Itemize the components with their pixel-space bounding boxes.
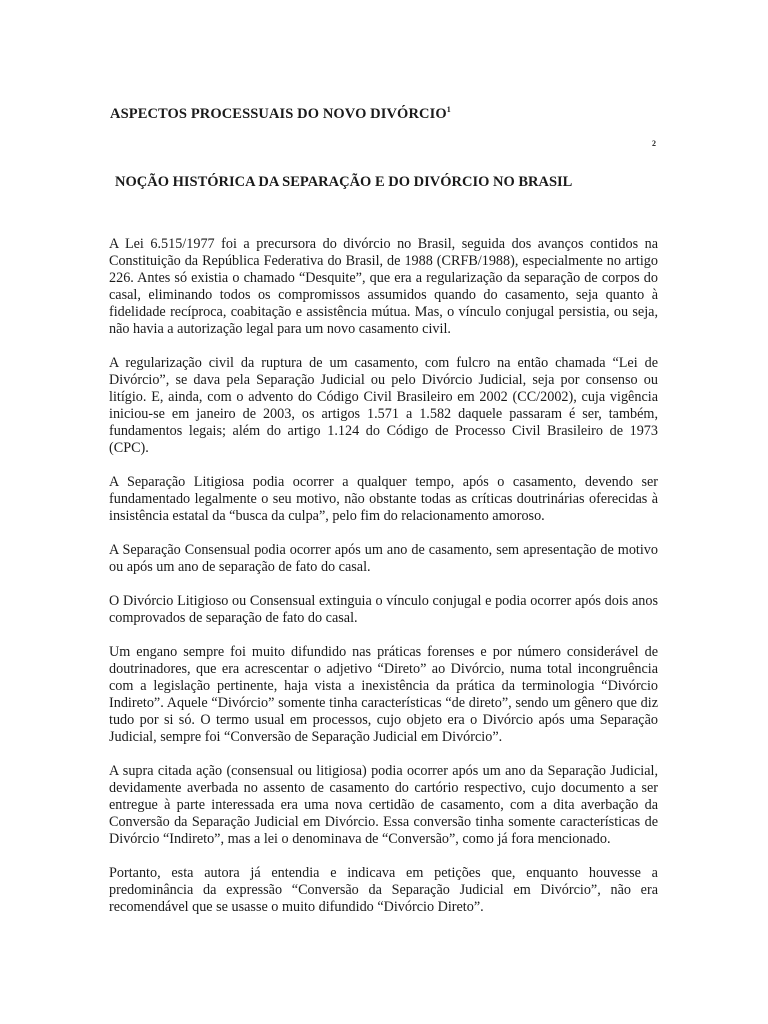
section-heading: NOÇÃO HISTÓRICA DA SEPARAÇÃO E DO DIVÓRCIO NO BRASIL	[115, 174, 573, 190]
paragraph: A supra citada ação (consensual ou litigiosa) podia ocorrer após um ano da Separação Judicial, devidamente averbada no assento de casamento do cartório respectivo, cujo documento a ser entregue à parte interessada era uma nova certidão de casamento, com a dita averbação da Conversão da Separação Judicial em Divórcio. Essa conversão tinha somente características de Divórcio “Indireto”, mas a lei o denominava de “Conversão”, como já fora mencionado.	[109, 763, 658, 847]
paragraph: Portanto, esta autora já entendia e indicava em petições que, enquanto houvesse a predominância da expressão “Conversão da Separação Judicial em Divórcio”, não era recomendável que se usasse o muito difundido “Divórcio Direto”.	[109, 865, 658, 915]
footnote-marker: 2	[652, 139, 656, 148]
document-title-text: ASPECTOS PROCESSUAIS DO NOVO DIVÓRCIO	[110, 106, 447, 122]
paragraph: A Separação Litigiosa podia ocorrer a qualquer tempo, após o casamento, devendo ser fundamentado legalmente o seu motivo, não obstante todas as críticas doutrinárias oferecidas à insistência estatal da “busca da culpa”, pelo fim do relacionamento amoroso.	[109, 474, 658, 524]
document-body	[109, 236, 658, 933]
document-title	[110, 106, 451, 123]
paragraph: A Separação Consensual podia ocorrer após um ano de casamento, sem apresentação de motivo ou após um ano de separação de fato do casal.	[109, 542, 658, 575]
paragraph: O Divórcio Litigioso ou Consensual extinguia o vínculo conjugal e podia ocorrer após dois anos comprovados de separação de fato do casal.	[109, 593, 658, 626]
title-footnote-marker: 1	[446, 105, 451, 115]
paragraph: A Lei 6.515/1977 foi a precursora do divórcio no Brasil, seguida dos avanços contidos na Constituição da República Federativa do Brasil, de 1988 (CRFB/1988), especialmente no artigo 226. Antes só existia o chamado “Desquite”, que era a regularização da separação de corpos do casal, eliminando todos os compromissos assumidos quando do casamento, seja quanto à fidelidade recíproca, coabitação e assistência mútua. Mas, o vínculo conjugal persistia, ou seja, não havia a autorização legal para um novo casamento civil.	[109, 236, 658, 337]
paragraph: A regularização civil da ruptura de um casamento, com fulcro na então chamada “Lei de Divórcio”, se dava pela Separação Judicial ou pelo Divórcio Judicial, seja por consenso ou litígio. E, ainda, com o advento do Código Civil Brasileiro em 2002 (CC/2002), cuja vigência iniciou-se em janeiro de 2003, os artigos 1.571 a 1.582 daquele passaram é ser, também, fundamentos legais; além do artigo 1.124 do Código de Processo Civil Brasileiro de 1973 (CPC).	[109, 355, 658, 456]
paragraph: Um engano sempre foi muito difundido nas práticas forenses e por número considerável de doutrinadores, que era acrescentar o adjetivo “Direto” ao Divórcio, numa total incongruência com a legislação pertinente, haja vista a inexistência da prática da terminologia “Divórcio Indireto”. Aquele “Divórcio” somente tinha características “de direto”, sendo um gênero que diz tudo por si só. O termo usual em processos, cujo objeto era o Divórcio após uma Separação Judicial, sempre foi “Conversão de Separação Judicial em Divórcio”.	[109, 644, 658, 745]
